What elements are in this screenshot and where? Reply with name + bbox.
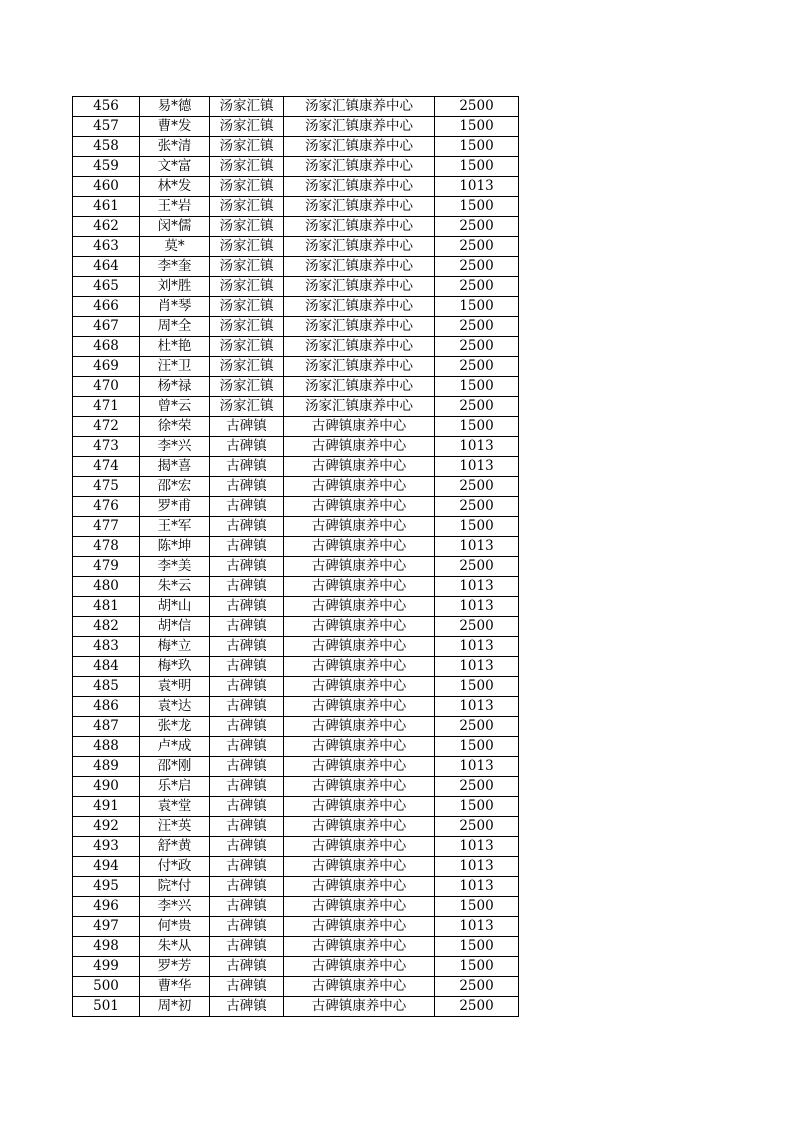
town-cell: 汤家汇镇 <box>210 157 284 177</box>
amount-cell: 1013 <box>435 877 519 897</box>
town-cell: 古碑镇 <box>210 817 284 837</box>
table-row <box>73 577 519 597</box>
row-number-cell: 478 <box>73 537 140 557</box>
town-cell: 古碑镇 <box>210 917 284 937</box>
town-cell: 古碑镇 <box>210 957 284 977</box>
town-cell: 汤家汇镇 <box>210 217 284 237</box>
row-number-cell: 464 <box>73 257 140 277</box>
name-cell: 梅*玖 <box>140 657 210 677</box>
table-row <box>73 137 519 157</box>
amount-cell: 2500 <box>435 777 519 797</box>
town-cell: 汤家汇镇 <box>210 197 284 217</box>
row-number-cell: 461 <box>73 197 140 217</box>
care-center-cell: 古碑镇康养中心 <box>284 537 435 557</box>
name-cell: 朱*云 <box>140 577 210 597</box>
row-number-cell: 484 <box>73 657 140 677</box>
amount-cell: 1500 <box>435 737 519 757</box>
table-row <box>73 997 519 1017</box>
name-cell: 肖*琴 <box>140 297 210 317</box>
town-cell: 古碑镇 <box>210 697 284 717</box>
amount-cell: 1500 <box>435 937 519 957</box>
row-number-cell: 487 <box>73 717 140 737</box>
care-center-cell: 古碑镇康养中心 <box>284 437 435 457</box>
care-center-cell: 古碑镇康养中心 <box>284 777 435 797</box>
town-cell: 古碑镇 <box>210 777 284 797</box>
town-cell: 汤家汇镇 <box>210 357 284 377</box>
row-number-cell: 481 <box>73 597 140 617</box>
town-cell: 古碑镇 <box>210 717 284 737</box>
care-center-cell: 汤家汇镇康养中心 <box>284 397 435 417</box>
care-center-cell: 汤家汇镇康养中心 <box>284 317 435 337</box>
care-center-cell: 古碑镇康养中心 <box>284 937 435 957</box>
amount-cell: 2500 <box>435 97 519 117</box>
amount-cell: 1013 <box>435 597 519 617</box>
care-center-cell: 汤家汇镇康养中心 <box>284 357 435 377</box>
amount-cell: 1500 <box>435 157 519 177</box>
name-cell: 陈*坤 <box>140 537 210 557</box>
table-row <box>73 977 519 997</box>
name-cell: 闵*儒 <box>140 217 210 237</box>
table-row <box>73 97 519 117</box>
row-number-cell: 477 <box>73 517 140 537</box>
amount-cell: 2500 <box>435 497 519 517</box>
amount-cell: 1013 <box>435 857 519 877</box>
amount-cell: 1013 <box>435 917 519 937</box>
town-cell: 古碑镇 <box>210 857 284 877</box>
table-row <box>73 597 519 617</box>
town-cell: 古碑镇 <box>210 577 284 597</box>
amount-cell: 1500 <box>435 897 519 917</box>
name-cell: 院*付 <box>140 877 210 897</box>
amount-cell: 1500 <box>435 117 519 137</box>
amount-cell: 2500 <box>435 337 519 357</box>
row-number-cell: 459 <box>73 157 140 177</box>
care-center-cell: 古碑镇康养中心 <box>284 517 435 537</box>
town-cell: 古碑镇 <box>210 877 284 897</box>
town-cell: 古碑镇 <box>210 757 284 777</box>
care-center-cell: 古碑镇康养中心 <box>284 557 435 577</box>
amount-cell: 2500 <box>435 997 519 1017</box>
care-center-cell: 古碑镇康养中心 <box>284 597 435 617</box>
care-center-cell: 古碑镇康养中心 <box>284 417 435 437</box>
amount-cell: 1013 <box>435 457 519 477</box>
table-row <box>73 857 519 877</box>
table-row <box>73 417 519 437</box>
care-center-cell: 古碑镇康养中心 <box>284 677 435 697</box>
name-cell: 曹*华 <box>140 977 210 997</box>
amount-cell: 2500 <box>435 617 519 637</box>
row-number-cell: 482 <box>73 617 140 637</box>
care-center-cell: 古碑镇康养中心 <box>284 477 435 497</box>
name-cell: 汪*英 <box>140 817 210 837</box>
table-row <box>73 917 519 937</box>
amount-cell: 2500 <box>435 277 519 297</box>
table-row <box>73 817 519 837</box>
table-row <box>73 497 519 517</box>
amount-cell: 1013 <box>435 837 519 857</box>
amount-cell: 1013 <box>435 577 519 597</box>
care-center-cell: 汤家汇镇康养中心 <box>284 157 435 177</box>
row-number-cell: 495 <box>73 877 140 897</box>
name-cell: 汪*卫 <box>140 357 210 377</box>
name-cell: 张*龙 <box>140 717 210 737</box>
table-row <box>73 837 519 857</box>
table-row <box>73 757 519 777</box>
care-center-cell: 古碑镇康养中心 <box>284 897 435 917</box>
row-number-cell: 462 <box>73 217 140 237</box>
town-cell: 汤家汇镇 <box>210 397 284 417</box>
town-cell: 古碑镇 <box>210 657 284 677</box>
table-row <box>73 717 519 737</box>
table-row <box>73 397 519 417</box>
row-number-cell: 470 <box>73 377 140 397</box>
town-cell: 古碑镇 <box>210 597 284 617</box>
amount-cell: 1500 <box>435 377 519 397</box>
care-center-cell: 古碑镇康养中心 <box>284 837 435 857</box>
row-number-cell: 501 <box>73 997 140 1017</box>
name-cell: 周*初 <box>140 997 210 1017</box>
town-cell: 古碑镇 <box>210 477 284 497</box>
table-row <box>73 297 519 317</box>
table-row <box>73 317 519 337</box>
name-cell: 李*美 <box>140 557 210 577</box>
town-cell: 汤家汇镇 <box>210 317 284 337</box>
name-cell: 周*全 <box>140 317 210 337</box>
row-number-cell: 476 <box>73 497 140 517</box>
row-number-cell: 456 <box>73 97 140 117</box>
name-cell: 舒*黄 <box>140 837 210 857</box>
row-number-cell: 467 <box>73 317 140 337</box>
name-cell: 袁*达 <box>140 697 210 717</box>
row-number-cell: 480 <box>73 577 140 597</box>
town-cell: 古碑镇 <box>210 497 284 517</box>
care-center-cell: 古碑镇康养中心 <box>284 857 435 877</box>
row-number-cell: 489 <box>73 757 140 777</box>
care-center-cell: 古碑镇康养中心 <box>284 877 435 897</box>
town-cell: 汤家汇镇 <box>210 297 284 317</box>
town-cell: 古碑镇 <box>210 737 284 757</box>
roster-table <box>72 96 519 1017</box>
amount-cell: 2500 <box>435 237 519 257</box>
row-number-cell: 465 <box>73 277 140 297</box>
town-cell: 汤家汇镇 <box>210 237 284 257</box>
row-number-cell: 485 <box>73 677 140 697</box>
table-row <box>73 357 519 377</box>
town-cell: 汤家汇镇 <box>210 277 284 297</box>
care-center-cell: 汤家汇镇康养中心 <box>284 257 435 277</box>
table-row <box>73 797 519 817</box>
town-cell: 古碑镇 <box>210 797 284 817</box>
amount-cell: 1013 <box>435 697 519 717</box>
town-cell: 古碑镇 <box>210 637 284 657</box>
table-row <box>73 337 519 357</box>
name-cell: 揭*喜 <box>140 457 210 477</box>
row-number-cell: 491 <box>73 797 140 817</box>
town-cell: 古碑镇 <box>210 537 284 557</box>
name-cell: 胡*山 <box>140 597 210 617</box>
name-cell: 李*兴 <box>140 437 210 457</box>
amount-cell: 2500 <box>435 817 519 837</box>
table-row <box>73 377 519 397</box>
amount-cell: 2500 <box>435 257 519 277</box>
amount-cell: 2500 <box>435 477 519 497</box>
amount-cell: 1013 <box>435 177 519 197</box>
table-row <box>73 937 519 957</box>
table-row <box>73 957 519 977</box>
table-row <box>73 517 519 537</box>
town-cell: 古碑镇 <box>210 517 284 537</box>
care-center-cell: 古碑镇康养中心 <box>284 657 435 677</box>
name-cell: 乐*启 <box>140 777 210 797</box>
care-center-cell: 古碑镇康养中心 <box>284 717 435 737</box>
town-cell: 汤家汇镇 <box>210 117 284 137</box>
amount-cell: 2500 <box>435 357 519 377</box>
name-cell: 王*岩 <box>140 197 210 217</box>
amount-cell: 1500 <box>435 517 519 537</box>
row-number-cell: 471 <box>73 397 140 417</box>
care-center-cell: 古碑镇康养中心 <box>284 737 435 757</box>
row-number-cell: 498 <box>73 937 140 957</box>
row-number-cell: 463 <box>73 237 140 257</box>
amount-cell: 2500 <box>435 977 519 997</box>
town-cell: 汤家汇镇 <box>210 177 284 197</box>
row-number-cell: 483 <box>73 637 140 657</box>
row-number-cell: 474 <box>73 457 140 477</box>
table-row <box>73 117 519 137</box>
amount-cell: 2500 <box>435 717 519 737</box>
amount-cell: 1013 <box>435 757 519 777</box>
row-number-cell: 500 <box>73 977 140 997</box>
town-cell: 汤家汇镇 <box>210 137 284 157</box>
row-number-cell: 496 <box>73 897 140 917</box>
table-row <box>73 617 519 637</box>
care-center-cell: 汤家汇镇康养中心 <box>284 97 435 117</box>
row-number-cell: 490 <box>73 777 140 797</box>
care-center-cell: 古碑镇康养中心 <box>284 637 435 657</box>
amount-cell: 2500 <box>435 557 519 577</box>
name-cell: 杨*禄 <box>140 377 210 397</box>
amount-cell: 1500 <box>435 297 519 317</box>
town-cell: 古碑镇 <box>210 677 284 697</box>
care-center-cell: 古碑镇康养中心 <box>284 917 435 937</box>
care-center-cell: 古碑镇康养中心 <box>284 757 435 777</box>
name-cell: 李*兴 <box>140 897 210 917</box>
care-center-cell: 古碑镇康养中心 <box>284 497 435 517</box>
table-row <box>73 237 519 257</box>
name-cell: 何*贵 <box>140 917 210 937</box>
care-center-cell: 古碑镇康养中心 <box>284 797 435 817</box>
town-cell: 汤家汇镇 <box>210 257 284 277</box>
town-cell: 古碑镇 <box>210 977 284 997</box>
row-number-cell: 494 <box>73 857 140 877</box>
name-cell: 刘*胜 <box>140 277 210 297</box>
town-cell: 古碑镇 <box>210 897 284 917</box>
amount-cell: 1500 <box>435 677 519 697</box>
table-row <box>73 277 519 297</box>
amount-cell: 1013 <box>435 537 519 557</box>
town-cell: 汤家汇镇 <box>210 337 284 357</box>
care-center-cell: 古碑镇康养中心 <box>284 457 435 477</box>
roster-body <box>73 97 519 1017</box>
name-cell: 曹*发 <box>140 117 210 137</box>
town-cell: 古碑镇 <box>210 937 284 957</box>
table-row <box>73 457 519 477</box>
name-cell: 曾*云 <box>140 397 210 417</box>
table-row <box>73 777 519 797</box>
table-row <box>73 877 519 897</box>
table-row <box>73 677 519 697</box>
care-center-cell: 古碑镇康养中心 <box>284 577 435 597</box>
care-center-cell: 古碑镇康养中心 <box>284 697 435 717</box>
row-number-cell: 458 <box>73 137 140 157</box>
amount-cell: 2500 <box>435 397 519 417</box>
table-row <box>73 257 519 277</box>
amount-cell: 2500 <box>435 217 519 237</box>
name-cell: 杜*艳 <box>140 337 210 357</box>
row-number-cell: 473 <box>73 437 140 457</box>
care-center-cell: 汤家汇镇康养中心 <box>284 117 435 137</box>
town-cell: 古碑镇 <box>210 557 284 577</box>
care-center-cell: 古碑镇康养中心 <box>284 997 435 1017</box>
row-number-cell: 486 <box>73 697 140 717</box>
name-cell: 林*发 <box>140 177 210 197</box>
name-cell: 袁*明 <box>140 677 210 697</box>
row-number-cell: 488 <box>73 737 140 757</box>
table-row <box>73 157 519 177</box>
care-center-cell: 汤家汇镇康养中心 <box>284 377 435 397</box>
name-cell: 文*富 <box>140 157 210 177</box>
name-cell: 梅*立 <box>140 637 210 657</box>
row-number-cell: 493 <box>73 837 140 857</box>
care-center-cell: 汤家汇镇康养中心 <box>284 197 435 217</box>
name-cell: 罗*芳 <box>140 957 210 977</box>
table-row <box>73 697 519 717</box>
care-center-cell: 汤家汇镇康养中心 <box>284 277 435 297</box>
table-row <box>73 657 519 677</box>
care-center-cell: 古碑镇康养中心 <box>284 617 435 637</box>
table-row <box>73 557 519 577</box>
town-cell: 汤家汇镇 <box>210 97 284 117</box>
name-cell: 朱*从 <box>140 937 210 957</box>
name-cell: 李*奎 <box>140 257 210 277</box>
row-number-cell: 475 <box>73 477 140 497</box>
row-number-cell: 466 <box>73 297 140 317</box>
name-cell: 邵*宏 <box>140 477 210 497</box>
row-number-cell: 468 <box>73 337 140 357</box>
name-cell: 胡*信 <box>140 617 210 637</box>
name-cell: 易*德 <box>140 97 210 117</box>
name-cell: 张*清 <box>140 137 210 157</box>
town-cell: 汤家汇镇 <box>210 377 284 397</box>
row-number-cell: 457 <box>73 117 140 137</box>
care-center-cell: 古碑镇康养中心 <box>284 817 435 837</box>
name-cell: 王*军 <box>140 517 210 537</box>
table-row <box>73 637 519 657</box>
town-cell: 古碑镇 <box>210 837 284 857</box>
name-cell: 徐*荣 <box>140 417 210 437</box>
care-center-cell: 汤家汇镇康养中心 <box>284 177 435 197</box>
town-cell: 古碑镇 <box>210 417 284 437</box>
name-cell: 付*政 <box>140 857 210 877</box>
table-row <box>73 737 519 757</box>
care-center-cell: 古碑镇康养中心 <box>284 957 435 977</box>
amount-cell: 1500 <box>435 137 519 157</box>
amount-cell: 1013 <box>435 637 519 657</box>
table-row <box>73 437 519 457</box>
amount-cell: 1013 <box>435 437 519 457</box>
table-row <box>73 217 519 237</box>
table-row <box>73 177 519 197</box>
row-number-cell: 479 <box>73 557 140 577</box>
row-number-cell: 492 <box>73 817 140 837</box>
amount-cell: 1013 <box>435 657 519 677</box>
table-row <box>73 197 519 217</box>
name-cell: 莫* <box>140 237 210 257</box>
care-center-cell: 汤家汇镇康养中心 <box>284 137 435 157</box>
care-center-cell: 汤家汇镇康养中心 <box>284 237 435 257</box>
amount-cell: 1500 <box>435 797 519 817</box>
name-cell: 卢*成 <box>140 737 210 757</box>
amount-cell: 2500 <box>435 317 519 337</box>
table-row <box>73 477 519 497</box>
row-number-cell: 472 <box>73 417 140 437</box>
amount-cell: 1500 <box>435 957 519 977</box>
row-number-cell: 469 <box>73 357 140 377</box>
table-row <box>73 537 519 557</box>
name-cell: 袁*堂 <box>140 797 210 817</box>
amount-cell: 1500 <box>435 197 519 217</box>
care-center-cell: 汤家汇镇康养中心 <box>284 297 435 317</box>
town-cell: 古碑镇 <box>210 997 284 1017</box>
row-number-cell: 460 <box>73 177 140 197</box>
care-center-cell: 汤家汇镇康养中心 <box>284 217 435 237</box>
care-center-cell: 古碑镇康养中心 <box>284 977 435 997</box>
care-center-cell: 汤家汇镇康养中心 <box>284 337 435 357</box>
row-number-cell: 497 <box>73 917 140 937</box>
town-cell: 古碑镇 <box>210 617 284 637</box>
row-number-cell: 499 <box>73 957 140 977</box>
town-cell: 古碑镇 <box>210 457 284 477</box>
name-cell: 邵*刚 <box>140 757 210 777</box>
amount-cell: 1500 <box>435 417 519 437</box>
name-cell: 罗*甫 <box>140 497 210 517</box>
table-row <box>73 897 519 917</box>
town-cell: 古碑镇 <box>210 437 284 457</box>
